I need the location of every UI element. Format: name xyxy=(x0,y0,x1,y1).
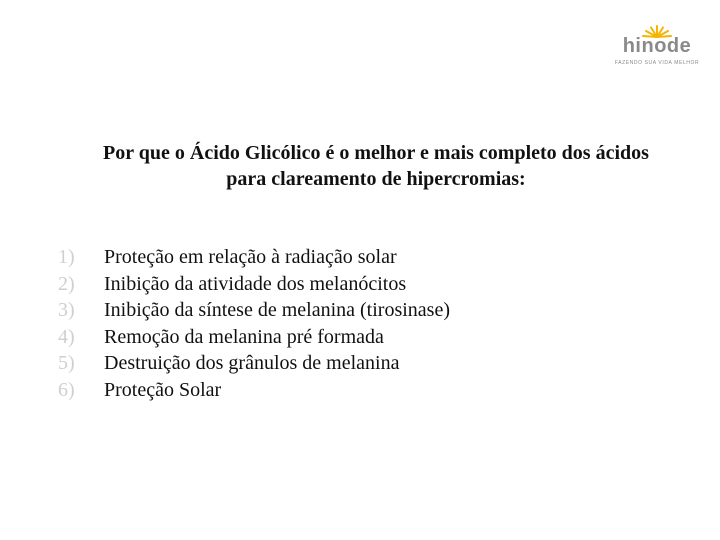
list-item xyxy=(58,297,450,324)
title-line-2: para clareamento de hipercromias: xyxy=(226,168,526,190)
list-number: 2) xyxy=(58,272,75,295)
logo-wordmark: hinode xyxy=(622,35,692,57)
list-item xyxy=(58,350,450,377)
list-number: 1) xyxy=(58,246,75,268)
list-item xyxy=(58,244,450,271)
list-number: 3) xyxy=(58,299,75,321)
list-item xyxy=(58,324,450,351)
list-text: Proteção Solar xyxy=(104,378,222,401)
title-line-1: Por que o Ácido Glicólico é o melhor e mais completo dos ácidos xyxy=(103,142,649,164)
list-number: 6) xyxy=(58,378,75,401)
list-number: 4) xyxy=(58,325,75,348)
logo-tagline: FAZENDO SUA VIDA MELHOR xyxy=(614,60,700,66)
list-text: Remoção da melanina pré formada xyxy=(104,325,384,348)
list-text: Inibição da atividade dos melanócitos xyxy=(104,272,407,295)
list-text: Inibição da síntese de melanina (tirosinase) xyxy=(104,299,450,321)
slide-title xyxy=(56,140,696,192)
list-number: 5) xyxy=(58,352,75,374)
list-text: Destruição dos grânulos de melanina xyxy=(104,352,400,374)
list-item xyxy=(58,377,450,404)
list-item xyxy=(58,271,450,298)
hinode-logo xyxy=(614,24,700,74)
reasons-list xyxy=(58,244,450,403)
list-text: Proteção em relação à radiação solar xyxy=(104,246,397,268)
